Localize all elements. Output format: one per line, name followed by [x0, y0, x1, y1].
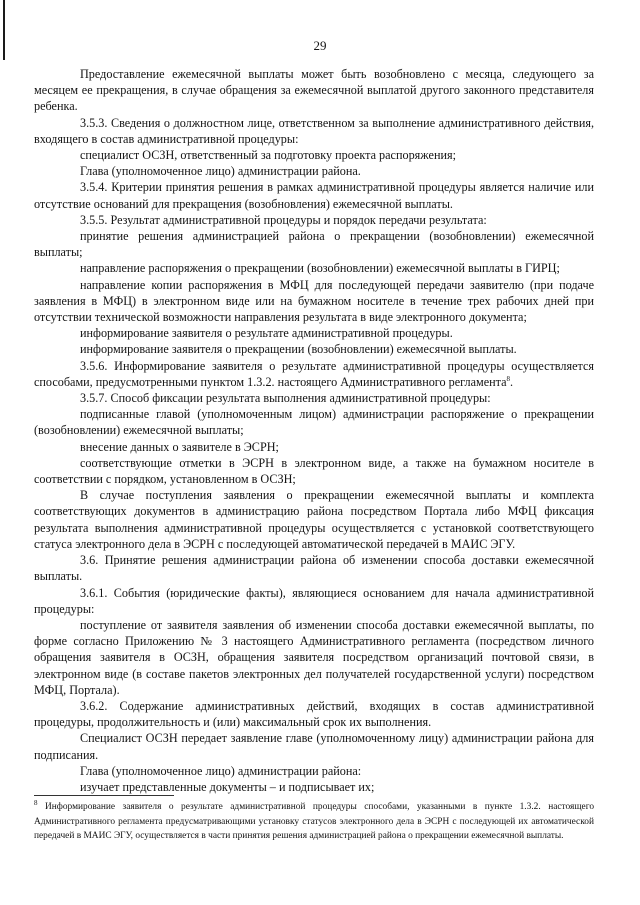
paragraph: соответствующие отметки в ЭСРН в электронном виде, а также на бумажном носителе в соответствии с порядком, установленном в ОСЗН;	[34, 455, 594, 487]
paragraph: информирование заявителя о результате административной процедуры.	[80, 326, 453, 341]
paragraph: 3.5.5. Результат административной процедуры и порядок передачи результата:	[80, 212, 487, 227]
paragraph: 3.6.2. Содержание административных действий, входящих в состав административной процедуры, продолжительность и (или) максимальный срок их выполнения.	[34, 698, 594, 730]
footnote-divider	[34, 795, 174, 796]
paragraph: Предоставление ежемесячной выплаты может быть возобновлено с месяца, следующего за месяцем ее прекращения, в случае обращения за ежемесячной выплатой другого законного представителя ребенка.	[34, 67, 594, 114]
paragraph-with-footnote	[34, 358, 594, 390]
paragraph: 3.5.7. Способ фиксации результата выполнения административной процедуры:	[80, 391, 491, 406]
paragraph-text: 3.5.6. Информирование заявителя о результате административной процедуры осуществляется способами, предусмотренными пунктом 1.3.2. настоящего Административного регламента	[34, 358, 594, 389]
footnote-ref[interactable]: 8	[506, 374, 511, 383]
paragraph: подписанные главой (уполномоченным лицом) администрации распоряжение о прекращении (возобновлении) ежемесячной выплаты;	[34, 407, 594, 438]
paragraph: поступление от заявителя заявления об изменении способа доставки ежемесячной выплаты, по форме согласно Приложению № 3 настоящего Административного регламента (посредством личного обращения заявителя в ОСЗН, обращения заявителя посредством организаций почтовой связи, в электронном виде (в составе пакетов электронных дел получателей государственной услуги) посредством МФЦ, Портала).	[34, 617, 594, 697]
paragraph: специалист ОСЗН, ответственный за подготовку проекта распоряжения;	[80, 148, 456, 163]
paragraph: направление копии распоряжения в МФЦ для последующей передачи заявителю (при подаче заявления в МФЦ) в электронном виде или на бумажном носителе в течение трех рабочих дней при отсутствии технической возможности направления результата в виде электронного документа;	[34, 277, 594, 325]
paragraph: Глава (уполномоченное лицо) администрации района.	[80, 164, 361, 179]
paragraph: внесение данных о заявителе в ЭСРН;	[80, 439, 279, 454]
paragraph: Глава (уполномоченное лицо) администрации района:	[80, 763, 362, 778]
paragraph-end: .	[510, 374, 514, 389]
paragraph: 3.5.3. Сведения о должностном лице, ответственном за выполнение административного действия, входящего в состав административной процедуры:	[34, 115, 594, 146]
paragraph: 3.5.4. Критерии принятия решения в рамках административной процедуры является наличие или отсутствие оснований для прекращения (возобновления) ежемесячной выплаты.	[34, 180, 594, 211]
paragraph: 3.6. Принятие решения администрации района об изменении способа доставки ежемесячной выплаты.	[34, 553, 594, 584]
paragraph: информирование заявителя о прекращении (возобновлении) ежемесячной выплаты.	[80, 342, 517, 357]
paragraph: направление распоряжения о прекращении (возобновлении) ежемесячной выплаты в ГИРЦ;	[80, 261, 560, 276]
document-body	[34, 66, 594, 795]
footnote-marker: 8	[34, 798, 38, 807]
paragraph: 3.6.1. События (юридические факты), являющиеся основанием для начала административной процедуры:	[34, 585, 594, 616]
paragraph: Специалист ОСЗН передает заявление главе (уполномоченному лицу) администрации района для подписания.	[34, 731, 594, 762]
paragraph: принятие решения администрацией района о прекращении (возобновлении) ежемесячной выплаты;	[34, 229, 594, 260]
page-number: 29	[313, 38, 327, 53]
paragraph: В случае поступления заявления о прекращении ежемесячной выплаты и комплекта соответствующих документов в администрацию района посредством Портала либо МФЦ фиксация результата выполнения административной процедуры осуществляется с установкой соответствующего статуса электронного дела в ЭСРН с последующей автоматической передачей в МАИС ЭГУ.	[34, 488, 594, 551]
footnote	[34, 800, 594, 844]
paragraph: изучает представленные документы – и подписывает их;	[80, 779, 375, 794]
footnote-text: Информирование заявителя о результате административной процедуры способами, указанными в пункте 1.3.2. настоящего Административного регламента предусматривающими установку статусов электронного дела в ЭСРН с последующей их автоматической передачей в МАИС ЭГУ, осуществляется в части принятия решения администрацией района о прекращении ежемесячной выплаты.	[34, 802, 595, 842]
